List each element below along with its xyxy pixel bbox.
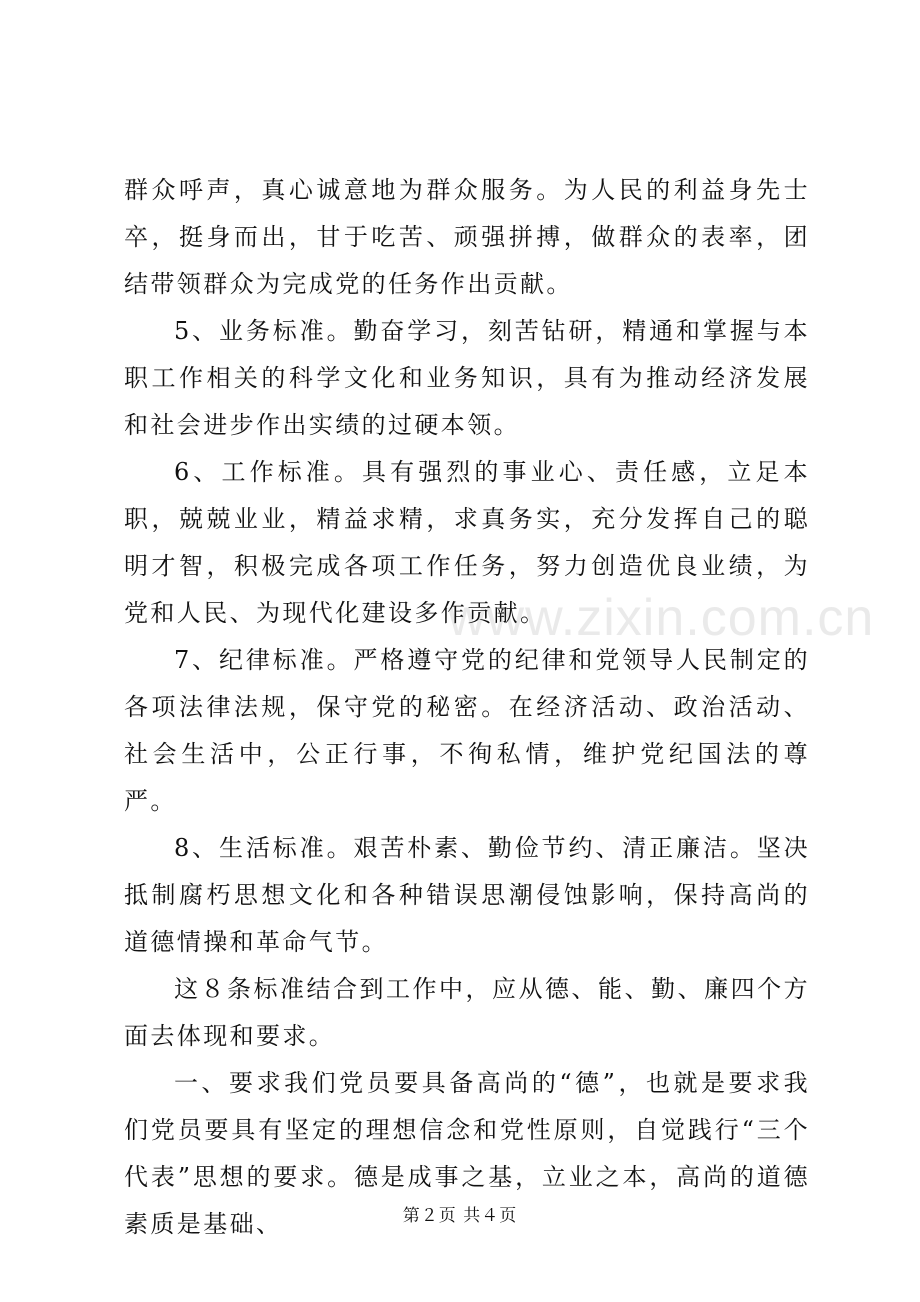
- watermark: www.zixin.com.cn: [448, 589, 875, 647]
- paragraph-continuation: 群众呼声，真心诚意地为群众服务。为人民的利益身先士卒，挺身而出，甘于吃苦、顽强拼搏，做群众的表率，团结带领群众为完成党的任务作出贡献。: [124, 176, 810, 298]
- document-body: [124, 167, 810, 1248]
- paragraph-summary: 这８条标准结合到工作中，应从德、能、勤、廉四个方面去体现和要求。: [124, 975, 810, 1050]
- paragraph-item-7: 7、纪律标准。严格遵守党的纪律和党领导人民制定的各项法律法规，保守党的秘密。在经济活动、政治活动、社会生活中，公正行事，不徇私情，维护党纪国法的尊严。: [124, 646, 810, 815]
- paragraph-item-6: 6、工作标准。具有强烈的事业心、责任感，立足本职，兢兢业业，精益求精，求真务实，充分发挥自己的聪明才智，积极完成各项工作任务，努力创造优良业绩，为党和人民、为现代化建设多作贡献。: [124, 458, 810, 627]
- page-footer: 第２页 共４页: [402, 1206, 518, 1226]
- paragraph-item-5: 5、业务标准。勤奋学习，刻苦钻研，精通和掌握与本职工作相关的科学文化和业务知识，具有为推动经济发展和社会进步作出实绩的过硬本领。: [124, 317, 810, 439]
- paragraph-section-one: 一、要求我们党员要具备高尚的“德”，也就是要求我们党员要具有坚定的理想信念和党性原则，自觉践行“三个代表”思想的要求。德是成事之基，立业之本，高尚的道德素质是基础、: [124, 1069, 810, 1238]
- paragraph-item-8: 8、生活标准。艰苦朴素、勤俭节约、清正廉洁。坚决抵制腐朽思想文化和各种错误思潮侵蚀影响，保持高尚的道德情操和革命气节。: [124, 834, 810, 956]
